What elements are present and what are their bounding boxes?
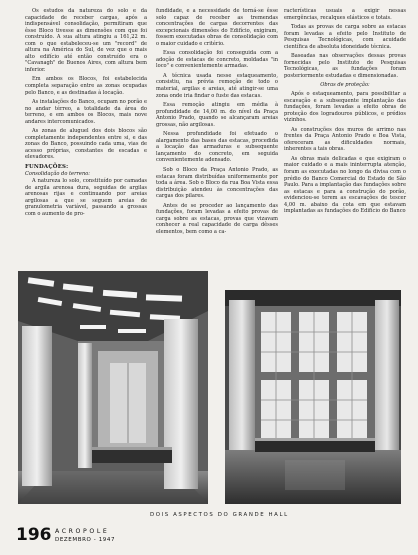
paragraph: Antes de se proceder ao lançamento das fundações, foram levadas a efeito provas de carga sobre as estacas, provas que vizavam conhecer a real capacidade de carga dêsses elementos, bem como a ca-	[156, 202, 278, 235]
hall-photo-left	[18, 271, 208, 504]
section-heading: FUNDAÇÕES:	[25, 164, 69, 171]
paragraph: Os estudos da natureza do solo e da capacidade de receber cargas, após a indispensável consolidação, permitiram que êsse Bloco tivesse as dimensões com que foi construído. A sua altura atingiu a 161,22 m. com o que estabeleceu-se um "record" de altura na América do Sul, de vez que o mais alto edifício até então construído era o "Cavanagh" de Buenos Aires, com altura bem inferior.	[25, 8, 147, 73]
paragraph: A natureza lo solo, constituído por camadas de argila arenosa dura, seguidas de argilas arenosas rijas e continuando por areias argilosas a que se seguem areias de granulometria variável, passando a grossas com o aumento de pro-	[25, 178, 147, 217]
paragraph: As construções dos muros de arrimo nas frentes da Praça Antonio Prado e Boa Vista, ofereceram as dificuldades normais, inherentes a tais obras.	[284, 126, 406, 153]
text-column-3	[284, 8, 406, 296]
paragraph: fundidade, e a necessidade de torná-se êsse solo capaz de receber as tremendas concentrações de cargas decorrentes das excepcionais dimensões do Edifício, exigiram, fossem executadas obras de consolidação com o maior cuidado e critério.	[156, 8, 278, 47]
paragraph: Sob o Bloco da Praça Antonio Prado, as estacas foram distribuídas uniformemente por toda a área. Sob o Bloco da rua Boa Vista essa distribuição atendeu às concentrações das cargas dos pilares.	[156, 167, 278, 200]
issue-date: DEZEMBRO - 1947	[55, 537, 116, 543]
section-subheading: Obras de proteção:	[320, 82, 370, 89]
hall-photo-right	[225, 290, 401, 504]
paragraph: Todas as provas de carga sobre as estacas foram levadas a efeito pelo Instituto de Pesquisas Tecnológicas, com acuidade científica de absoluta idoneidade técnica.	[284, 24, 406, 50]
paragraph: Nessa profundidade foi efetuado o alargamento das bases das estacas, procedida a locação das armaduras e subsequente lançamento do concreto, em seguida convenientemente adensado.	[156, 131, 278, 164]
page-number: 196	[16, 525, 52, 545]
paragraph: Essa consolidação foi conseguida com a adoção de estacas de concreto, moldadas "in loco" e convenientemente armadas.	[156, 50, 278, 70]
paragraph: Após o estaqueamento, para possibilitar a escavação e a subsequente implantação das fundações, foram levadas a efeito obras de proteção dos logradouros públicos, e prédios vizinhos.	[284, 91, 406, 124]
hall-interior-image	[18, 271, 208, 504]
magazine-title: ACROPOLE	[55, 528, 110, 535]
hall-windows-image	[225, 290, 401, 504]
paragraph: As zonas de aluguel dos dois blocos são completamente independentes entre si, e das zonas do Banco, possuindo cada uma, vias de acesso próprias, constantes de escadas e elevadores.	[25, 128, 147, 161]
text-column-1	[25, 8, 147, 217]
paragraph: Essa remoção atingiu em média à profundidade de 14,00 m. do nível da Praça Antonio Prado, quando se alcançaram areias grossas, não argilosas.	[156, 102, 278, 128]
paragraph: A técnica usada nesse estaqueamento, consistiu, na prévia remoção de todo o material, argilas e areias, até atingir-se uma zona onde iria findar o fuste das estacas.	[156, 72, 278, 99]
paragraph: racterísticas usuais a exigir nessas emergências, recalques elásticos e totais.	[284, 8, 406, 21]
section-subheading: Consolidação do terreno:	[25, 170, 91, 177]
paragraph: Em ambos os Blocos, foi estabelecida completa separação entre as zonas ocupadas pelo Banco, e as destinadas à locação.	[25, 76, 147, 96]
paragraph: Baseadas nas observações dessas provas fornecidas pelo Instituto de Pesquisas Tecnológicas, as fundações foram posteriormente estudadas e dimensionadas.	[284, 53, 406, 79]
photo-caption: DOIS ASPECTOS DO GRANDE HALL	[150, 512, 289, 518]
text-column-2	[156, 8, 278, 235]
paragraph: As obras mais delicadas e que exigiram o maior cuidado e a mais ininterrupta atenção, foram as executadas no longo da divisa com o prédio do Banco Comercial do Estado de São Paulo. Para a implantação das fundações sobre as estacas e para a construção do porão, evidenciou-se terem as escavações de tescer 4,00 m. abaixo da cota em que estavam implantadas as fundações do Edifício do Banco	[284, 155, 406, 215]
paragraph: As instalações do Banco, ocupam no porão e no andar térreo, a totalidade da área do terreno, e em ambos os Blocos, mais nove andares intercomunicados.	[25, 99, 147, 125]
